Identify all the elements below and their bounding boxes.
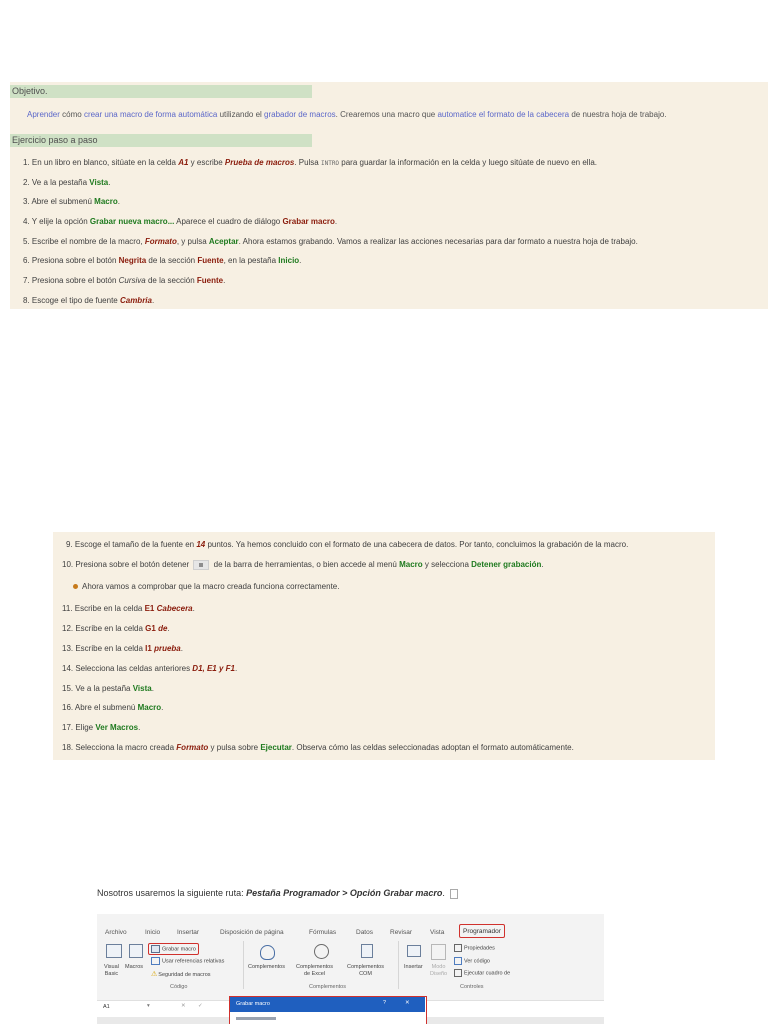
step-17: 17. Elige Ver Macros. bbox=[62, 723, 141, 732]
tab-inicio[interactable]: Inicio bbox=[145, 929, 161, 936]
step-14: 14. Selecciona las celdas anteriores D1, E1 y F1. bbox=[62, 664, 238, 673]
complementos-label[interactable]: Complementos bbox=[248, 964, 285, 970]
objective-text: Aprender cómo crear una macro de forma automática utilizando el grabador de macros. Crearemos una macro que automatice el formato de la cabecera de nuestra hoja de trabajo. bbox=[27, 110, 667, 119]
key-intro: INTRO bbox=[320, 160, 340, 167]
group-controles-label: Controles bbox=[460, 984, 484, 990]
ejercicio-heading: Ejercicio paso a paso bbox=[10, 134, 312, 147]
macros-icon[interactable] bbox=[129, 944, 143, 958]
tab-revisar[interactable]: Revisar bbox=[390, 929, 413, 936]
grabar-macro-button[interactable]: Grabar macro bbox=[148, 943, 199, 955]
step-13: 13. Escribe en la celda I1 prueba. bbox=[62, 644, 183, 653]
record-macro-icon bbox=[151, 945, 160, 953]
route-caption: Nosotros usaremos la siguiente ruta: Pestaña Programador > Opción Grabar macro. bbox=[97, 888, 458, 899]
help-icon[interactable]: ? bbox=[383, 1000, 387, 1006]
link-grabador[interactable]: grabador de macros bbox=[264, 110, 336, 119]
grabar-macro-dialog bbox=[229, 996, 427, 1024]
complementos-com-label[interactable]: Complementos COM bbox=[347, 964, 384, 977]
step-10: 10. Presiona sobre el botón detener de la barra de herramientas, o bien accede al menú Macro y selecciona Detener grabación. bbox=[62, 560, 544, 570]
objetivo-heading: Objetivo. bbox=[10, 85, 312, 98]
step-4: 4. Y elije la opción Grabar nueva macro... Aparece el cuadro de diálogo Grabar macro. bbox=[23, 217, 338, 226]
step-18: 18. Selecciona la macro creada Formato y pulsa sobre Ejecutar. Observa cómo las celdas seleccionadas adoptan el formato automáticamente. bbox=[62, 743, 574, 752]
step-15: 15. Ve a la pestaña Vista. bbox=[62, 684, 154, 693]
tab-formulas[interactable]: Fórmulas bbox=[309, 929, 337, 936]
close-icon[interactable]: ✕ bbox=[405, 1000, 410, 1006]
tab-datos[interactable]: Datos bbox=[356, 929, 373, 936]
link-automatice[interactable]: automatice el formato de la cabecera bbox=[437, 110, 570, 119]
modo-diseno-label: Modo Diseño bbox=[430, 964, 448, 977]
group-codigo-label: Código bbox=[170, 984, 188, 990]
modo-diseno-icon bbox=[431, 944, 446, 960]
propiedades-button[interactable]: Propiedades bbox=[454, 944, 495, 952]
divider bbox=[243, 941, 244, 989]
ejecutar-cuadro-button[interactable]: Ejecutar cuadro de bbox=[454, 969, 510, 977]
name-box[interactable]: A1 bbox=[103, 1004, 110, 1010]
warning-icon: ⚠ bbox=[151, 971, 158, 978]
insertar-control-icon[interactable] bbox=[407, 945, 421, 957]
step-1: 1. En un libro en blanco, sitúate en la celda A1 y escribe Prueba de macros. Pulsa INTRO para guardar la información en la celda y luego sitúate de nuevo en ella. bbox=[23, 158, 597, 167]
dialog-title: Grabar macro bbox=[236, 1001, 270, 1007]
properties-icon bbox=[454, 944, 462, 952]
cancel-icon[interactable]: ✕ bbox=[181, 1003, 186, 1009]
step-16: 16. Abre el submenú Macro. bbox=[62, 703, 164, 712]
copy-icon[interactable] bbox=[450, 889, 458, 899]
name-box-dropdown-icon[interactable]: ▾ bbox=[147, 1003, 150, 1009]
stop-recording-icon bbox=[193, 560, 209, 570]
tab-archivo[interactable]: Archivo bbox=[105, 929, 127, 936]
insertar-label[interactable]: Insertar bbox=[404, 964, 423, 970]
excel-ribbon bbox=[97, 914, 604, 1024]
step-6: 6. Presiona sobre el botón Negrita de la sección Fuente, en la pestaña Inicio. bbox=[23, 256, 302, 265]
link-crear-macro[interactable]: crear una macro de forma automática bbox=[83, 110, 218, 119]
table-icon bbox=[151, 957, 160, 965]
ver-codigo-button[interactable]: Ver código bbox=[454, 957, 490, 965]
bullet-icon bbox=[73, 584, 78, 589]
step-3: 3. Abre el submenú Macro. bbox=[23, 197, 120, 206]
step-5: 5. Escribe el nombre de la macro, Formato, y pulsa Aceptar. Ahora estamos grabando. Vamos a realizar las acciones necesarias para dar formato a nuestra hoja de trabajo. bbox=[23, 237, 638, 246]
step-7: 7. Presiona sobre el botón Cursiva de la sección Fuente. bbox=[23, 276, 226, 285]
seguridad-macros-button[interactable]: ⚠Seguridad de macros bbox=[151, 971, 211, 978]
complementos-excel-icon[interactable] bbox=[314, 944, 329, 959]
code-icon bbox=[454, 957, 462, 965]
usar-referencias-button[interactable]: Usar referencias relativas bbox=[151, 957, 224, 965]
visual-basic-label[interactable]: Visual Basic bbox=[104, 964, 119, 977]
complementos-com-icon[interactable] bbox=[361, 944, 373, 958]
macros-label[interactable]: Macros bbox=[125, 964, 144, 970]
note-check: Ahora vamos a comprobar que la macro creada funciona correctamente. bbox=[73, 582, 339, 592]
step-8: 8. Escoge el tipo de fuente Cambria. bbox=[23, 296, 155, 305]
complementos-excel-label[interactable]: Complementos de Excel bbox=[296, 964, 333, 977]
dialog-field-label bbox=[236, 1017, 276, 1020]
confirm-icon[interactable]: ✓ bbox=[198, 1003, 203, 1009]
tab-programador[interactable]: Programador bbox=[459, 924, 505, 938]
step-9: 9. Escoge el tamaño de la fuente en 14 puntos. Ya hemos concluido con el formato de una cabecera de datos. Por tanto, concluimos la grabación de la macro. bbox=[66, 540, 629, 549]
link-aprender[interactable]: Aprender bbox=[27, 110, 60, 119]
dialog-icon bbox=[454, 969, 462, 977]
tab-vista[interactable]: Vista bbox=[430, 929, 445, 936]
complementos-icon[interactable] bbox=[260, 945, 275, 960]
visual-basic-icon[interactable] bbox=[106, 944, 122, 958]
step-2: 2. Ve a la pestaña Vista. bbox=[23, 178, 111, 187]
divider bbox=[398, 941, 399, 989]
step-11: 11. Escribe en la celda E1 Cabecera. bbox=[62, 604, 195, 613]
group-complementos-label: Complementos bbox=[309, 984, 346, 990]
step-12: 12. Escribe en la celda G1 de. bbox=[62, 624, 170, 633]
tab-disposicion[interactable]: Disposición de página bbox=[220, 929, 284, 936]
tab-insertar[interactable]: Insertar bbox=[177, 929, 200, 936]
